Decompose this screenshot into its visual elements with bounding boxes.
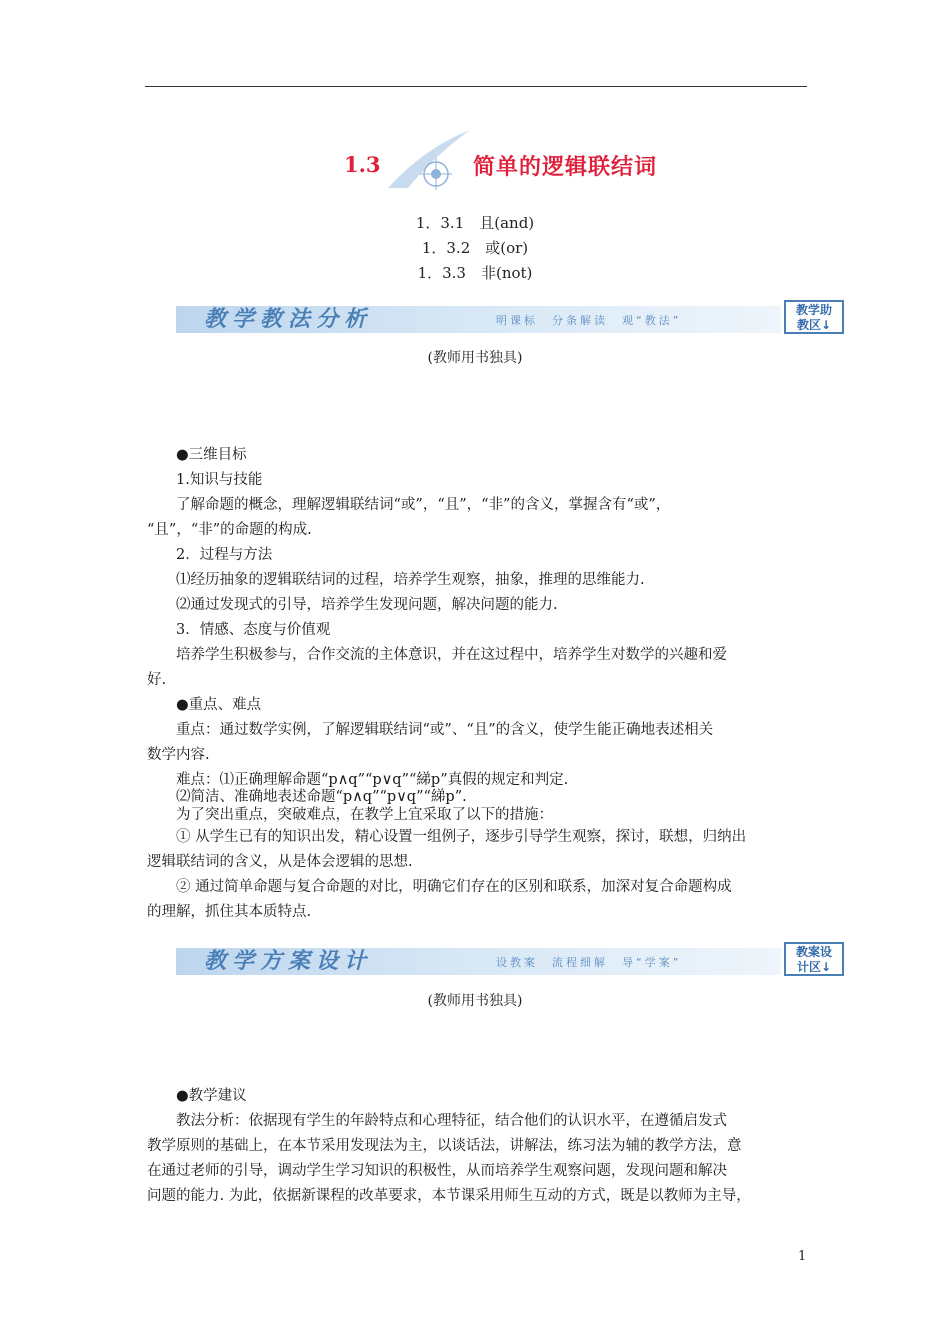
banner-section-box[interactable] — [784, 300, 844, 334]
banner-box-line1: 教案设 — [795, 945, 832, 959]
text-line: ⑵通过发现式的引导，培养学生发现问题，解决问题的能力. — [176, 597, 558, 613]
section-number: 1.3 — [344, 152, 381, 177]
text-line: 了解命题的概念，理解逻辑联结词“或”，“且”，“非”的含义，掌握含有“或”， — [176, 497, 671, 513]
banner-box-line2: 教区↓ — [796, 318, 832, 332]
banner-tagline: 明课标 分条解读 观“教法” — [496, 314, 682, 327]
subtitle-3: 1．3.3 非(not) — [417, 264, 533, 282]
heading-key-points: ●重点、难点 — [176, 697, 262, 713]
text-line: 3．情感、态度与价值观 — [176, 622, 331, 638]
text-line: 重点：通过数学实例，了解逻辑联结词“或”、“且”的含义，使学生能正确地表述相关 — [176, 722, 714, 738]
page-number: 1 — [798, 1249, 807, 1264]
text-line: 教学原则的基础上，在本节采用发现法为主，以谈话法，讲解法，练习法为辅的教学方法，意 — [147, 1138, 742, 1154]
teacher-only-note-2: (教师用书独具) — [427, 993, 523, 1009]
text-line: 培养学生积极参与，合作交流的主体意识，并在这过程中，培养学生对数学的兴趣和爱 — [176, 647, 727, 663]
section-title — [0, 128, 950, 192]
text-line: 逻辑联结词的含义，从是体会逻辑的思想. — [147, 854, 413, 870]
text-line: ⑵简洁、准确地表述命题“p∧q”“p∨q”“綈p”. — [176, 789, 467, 805]
text-line: ⑴经历抽象的逻辑联结词的过程，培养学生观察，抽象，推理的思维能力. — [176, 572, 645, 588]
section-heading: 简单的逻辑联结词 — [473, 154, 658, 180]
text-line: ① 从学生已有的知识出发，精心设置一组例子，逐步引导学生观察，探讨，联想，归纳出 — [176, 829, 747, 845]
section-goals — [147, 443, 812, 925]
banner-box-line1: 教学助 — [795, 303, 832, 317]
banner-title: 教学教法分析 — [204, 307, 373, 332]
banner-title: 教学方案设计 — [204, 949, 373, 974]
banner-teaching-plan — [176, 942, 848, 978]
teacher-only-note-1: (教师用书独具) — [427, 350, 523, 366]
crosshair-emblem-icon — [384, 128, 474, 192]
text-line: 问题的能力. 为此，依据新课程的改革要求，本节课采用师生互动的方式，既是以教师为主导， — [147, 1188, 751, 1204]
text-line: 1.知识与技能 — [176, 472, 263, 488]
text-line: 的理解，抓住其本质特点. — [147, 904, 312, 920]
banner-tagline: 设教案 流程细解 导“学案” — [496, 956, 682, 969]
text-line: ② 通过简单命题与复合命题的对比，明确它们存在的区别和联系，加深对复合命题构成 — [176, 879, 732, 895]
subtitle-1: 1．3.1 且(and) — [415, 214, 535, 232]
text-line: “且”，“非”的命题的构成. — [147, 522, 312, 538]
section-teaching-suggestions — [147, 1084, 812, 1209]
text-line: 数学内容. — [147, 747, 210, 763]
banner-section-box[interactable] — [784, 942, 844, 976]
heading-goals: ●三维目标 — [176, 447, 247, 463]
text-line: 2．过程与方法 — [176, 547, 273, 563]
text-line: 好. — [147, 672, 167, 688]
heading-teaching-suggestions: ●教学建议 — [176, 1088, 247, 1104]
text-line: 教法分析：依据现有学生的年龄特点和心理特征，结合他们的认识水平，在遵循启发式 — [176, 1113, 727, 1129]
text-line: 在通过老师的引导，调动学生学习知识的积极性，从而培养学生观察问题，发现问题和解决 — [147, 1163, 727, 1179]
banner-teaching-analysis — [176, 300, 848, 336]
text-line: 难点：⑴正确理解命题“p∧q”“p∨q”“綈p”真假的规定和判定. — [176, 772, 569, 788]
subtitle-2: 1．3.2 或(or) — [421, 239, 529, 257]
text-line: 为了突出重点，突破难点，在教学上宜采取了以下的措施： — [176, 807, 553, 823]
header-rule — [145, 86, 807, 87]
banner-box-line2: 计区↓ — [796, 960, 832, 974]
